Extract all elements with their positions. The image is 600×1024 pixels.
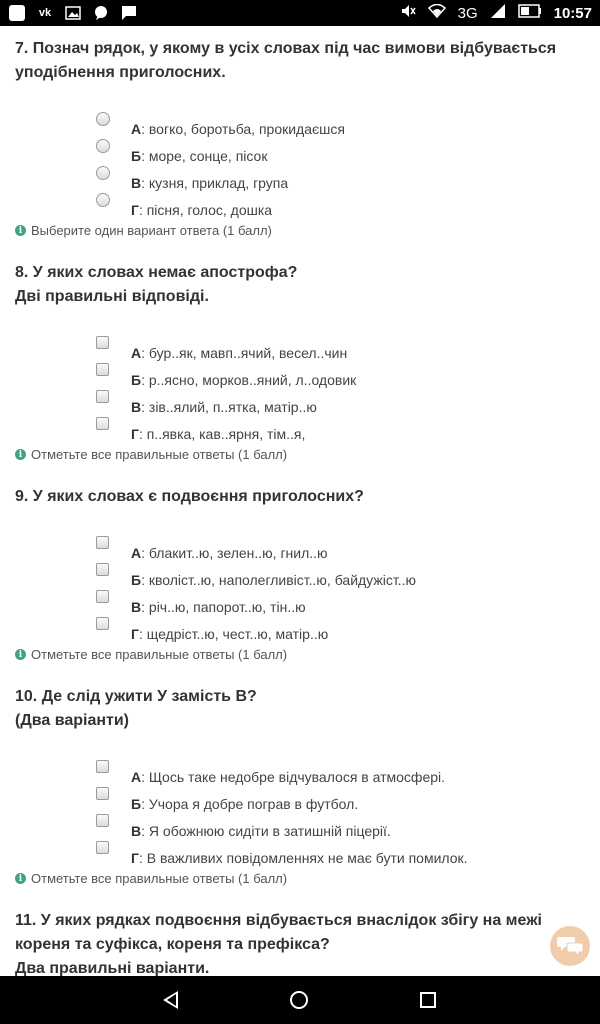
- checkbox[interactable]: [96, 617, 109, 630]
- radio-button[interactable]: [96, 112, 110, 126]
- answer-option-a[interactable]: А: вогко, боротьба, прокидаєшся: [96, 118, 576, 140]
- answer-option-v[interactable]: В: Я обожнюю сидіти в затишній піцерії.: [96, 820, 576, 842]
- checkbox[interactable]: [96, 590, 109, 603]
- info-icon: i: [15, 225, 26, 236]
- answer-option-g[interactable]: Г: В важливих повідомленнях не має бути помилок.: [96, 847, 576, 869]
- question-hint: i Отметьте все правильные ответы (1 балл): [15, 447, 287, 462]
- checkbox[interactable]: [96, 363, 109, 376]
- answer-option-g[interactable]: Г: пісня, голос, дошка: [96, 199, 576, 221]
- navigation-bar: [0, 976, 600, 1024]
- back-button[interactable]: [163, 991, 178, 1009]
- question-title: 11. У яких рядках подвоєння відбувається внаслідок збігу на межі кореня та суфікса, кореня та префікса? Два правильні варіанти.: [15, 912, 542, 976]
- checkbox[interactable]: [96, 536, 109, 549]
- answer-option-v[interactable]: В: кузня, приклад, група: [96, 172, 576, 194]
- answer-option-b[interactable]: Б: море, сонце, пісок: [96, 145, 576, 167]
- question-hint: i Отметьте все правильные ответы (1 балл): [15, 871, 287, 886]
- checkbox[interactable]: [96, 841, 109, 854]
- info-icon: i: [15, 449, 26, 460]
- vk-icon: vk: [38, 7, 52, 19]
- answer-option-a[interactable]: А: бур..як, мавп..ячий, весел..чин: [96, 342, 576, 364]
- home-button[interactable]: [290, 991, 308, 1009]
- message-icon: [120, 4, 138, 22]
- messenger-icon: [92, 4, 110, 22]
- question-title: 9. У яких словах є подвоєння приголосних?: [15, 488, 364, 505]
- clock: 10:57: [553, 4, 592, 22]
- checkbox[interactable]: [96, 787, 109, 800]
- wifi-icon: [428, 4, 446, 22]
- checkbox[interactable]: [96, 814, 109, 827]
- info-icon: i: [15, 873, 26, 884]
- question-hint: i Отметьте все правильные ответы (1 балл): [15, 647, 287, 662]
- answer-option-v[interactable]: В: зів..ялий, п..ятка, матір..ю: [96, 396, 576, 418]
- radio-button[interactable]: [96, 139, 110, 153]
- checkbox[interactable]: [96, 760, 109, 773]
- question-title: 7. Познач рядок, у якому в усіх словах під час вимови відбувається уподібнення приголосних.: [15, 40, 557, 81]
- radio-button[interactable]: [96, 166, 110, 180]
- radio-button[interactable]: [96, 193, 110, 207]
- battery-icon: [518, 4, 542, 22]
- question-title: 8. У яких словах немає апострофа? Дві правильні відповіді.: [15, 264, 298, 305]
- chat-button[interactable]: [550, 926, 590, 966]
- signal-icon: [490, 3, 506, 23]
- recent-apps-button[interactable]: [420, 992, 436, 1008]
- checkbox[interactable]: [96, 563, 109, 576]
- checkbox[interactable]: [96, 336, 109, 349]
- gallery-icon: [64, 4, 82, 22]
- answer-option-a[interactable]: А: Щось таке недобре відчувалося в атмосфері.: [96, 766, 576, 788]
- app-icon: [8, 4, 26, 22]
- answer-option-b[interactable]: Б: Учора я добре пограв в футбол.: [96, 793, 576, 815]
- network-type: 3G: [457, 4, 478, 22]
- chat-icon: [557, 935, 583, 957]
- quiz-content: [0, 26, 600, 976]
- checkbox[interactable]: [96, 417, 109, 430]
- checkbox[interactable]: [96, 390, 109, 403]
- question-title: 10. Де слід ужити У замість В? (Два варіанти): [15, 688, 257, 729]
- answer-option-g[interactable]: Г: п..явка, кав..ярня, тім..я,: [96, 423, 576, 445]
- answer-option-g[interactable]: Г: щедріст..ю, чест..ю, матір..ю: [96, 623, 576, 645]
- info-icon: i: [15, 649, 26, 660]
- mute-icon: [400, 3, 416, 23]
- answer-option-a[interactable]: А: блакит..ю, зелен..ю, гнил..ю: [96, 542, 576, 564]
- answer-option-v[interactable]: В: річ..ю, папорот..ю, тін..ю: [96, 596, 576, 618]
- status-bar: [0, 0, 600, 26]
- answer-option-b[interactable]: Б: р..ясно, морков..яний, л..одовик: [96, 369, 576, 391]
- question-hint: i Выберите один вариант ответа (1 балл): [15, 223, 272, 238]
- answer-option-b[interactable]: Б: кволіст..ю, наполегливіст..ю, байдужіст..ю: [96, 569, 576, 591]
